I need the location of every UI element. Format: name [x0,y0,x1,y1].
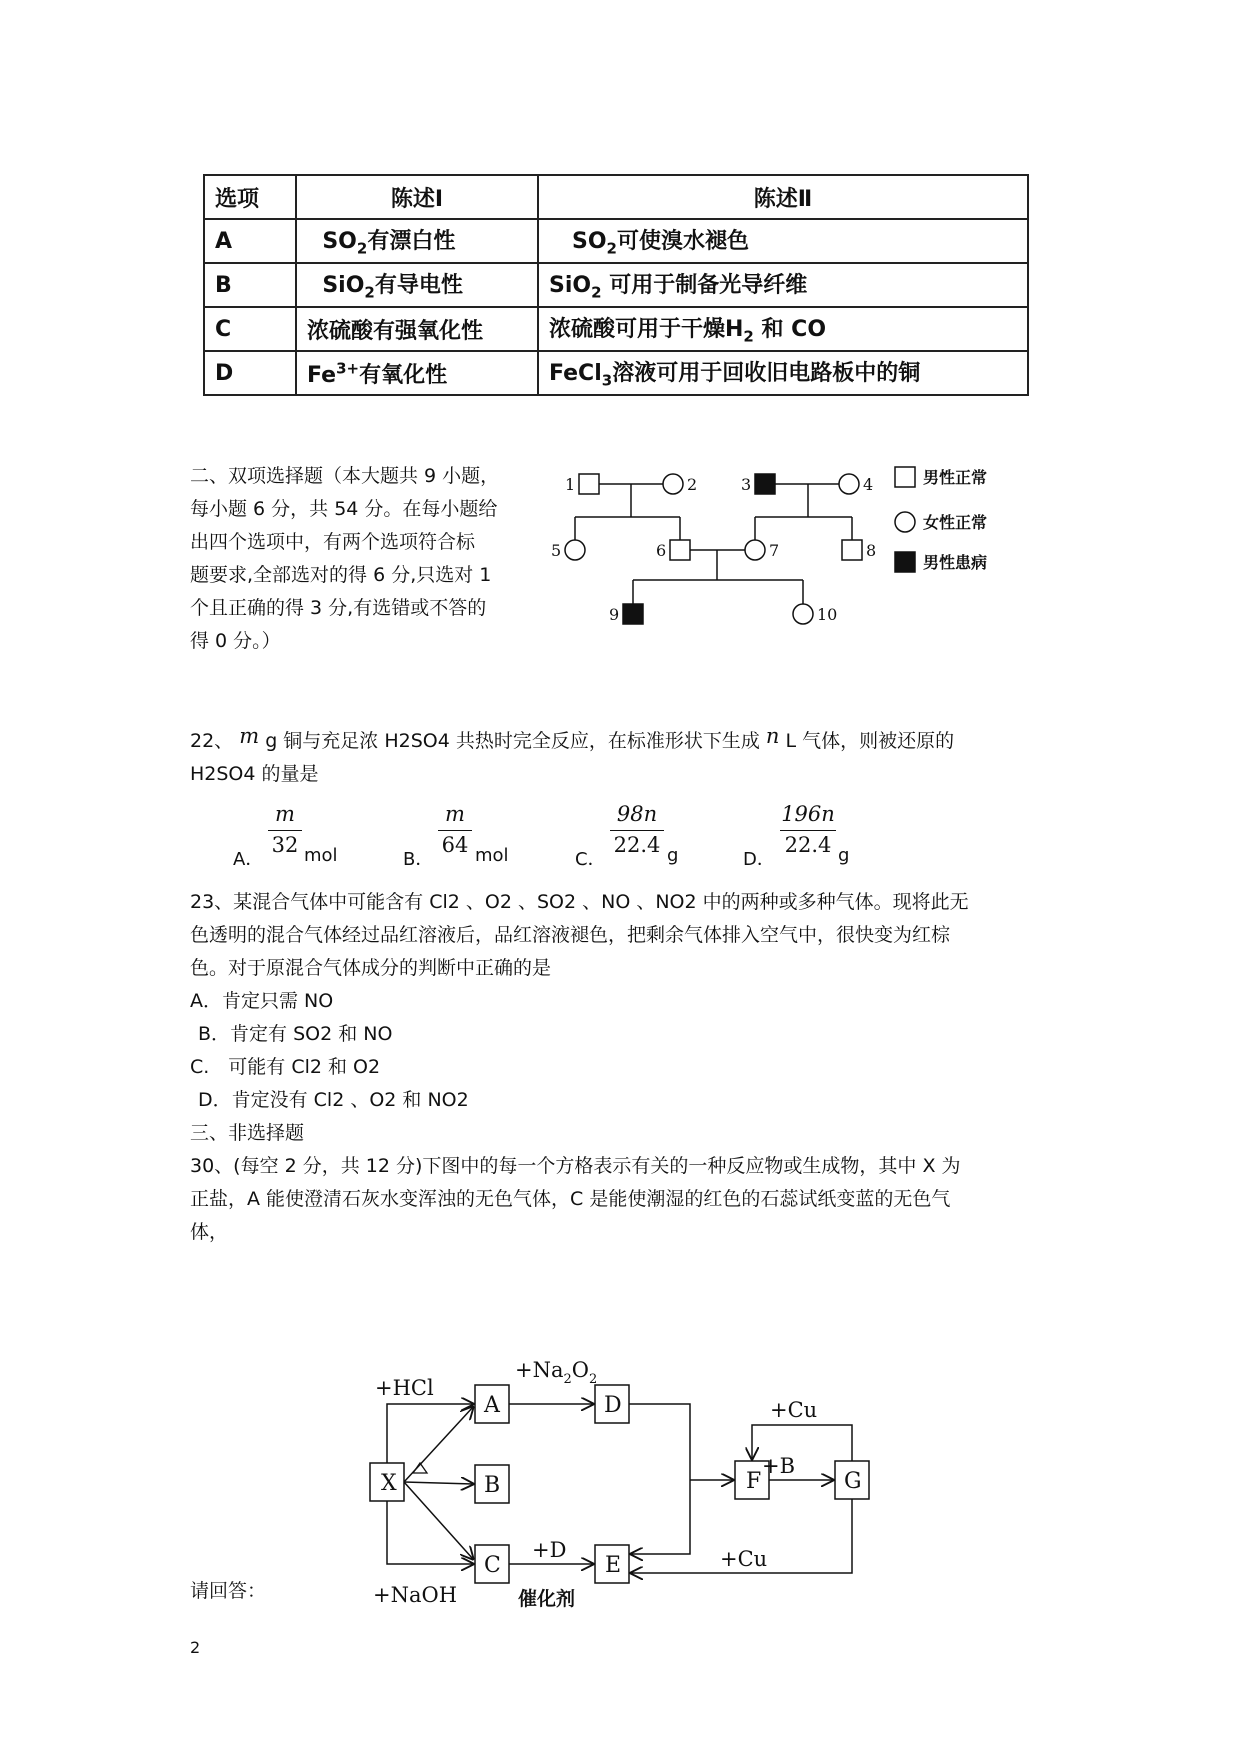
statement-2-cell [538,351,1028,395]
individual-number: 7 [769,541,780,560]
box-label: D [604,1393,622,1418]
header-option: 选项 [204,175,296,219]
box-label: E [605,1553,622,1578]
numerator: m [445,802,465,826]
option-cell: A [204,219,296,263]
reagent-label: +D [532,1538,567,1562]
s1-post: 有漂白性 [367,229,456,255]
unit: g [838,845,850,866]
male-normal-symbol [579,474,599,494]
reagent-label: +HCl [375,1376,434,1400]
s1-text: SiO [322,273,365,299]
text-line: 色透明的混合气体经过品红溶液后，品红溶液褪色，把剩余气体排入空气中，很快变为红棕 [190,924,951,946]
denominator: 64 [441,833,469,857]
unit: mol [475,845,509,866]
fraction [438,802,472,857]
section-3-heading: 三、非选择题 [190,1122,305,1144]
s1-sub: 2 [356,239,368,258]
options-table [203,174,1029,396]
reaction-flow-diagram [360,1345,890,1620]
female-normal-symbol [839,474,859,494]
table-row [204,351,1028,395]
option-cell: C [204,307,296,351]
question-text-line2: H2SO4 的量是 [190,763,319,785]
question-22 [190,720,1070,791]
statement-2-cell [538,307,1028,351]
legend-male-normal-icon [895,467,915,487]
reagent-sub: 2 [589,1372,598,1387]
catalyst-label: 催化剂 [518,1588,576,1610]
reagent-label [515,1358,597,1387]
reagent-label: +B [762,1454,796,1478]
denominator: 22.4 [613,833,661,857]
denominator: 32 [271,833,299,857]
option-cell: B [204,263,296,307]
box-label: F [746,1469,762,1494]
question-23 [190,886,1070,1249]
s2-text: FeCl [549,361,602,387]
statement-1-cell [296,307,538,351]
option-b: B．肯定有 SO2 和 NO [198,1023,393,1045]
legend-label: 男性正常 [923,468,988,487]
pedigree-chart [551,462,1025,647]
text-line: 正盐，A 能使澄清石灰水变浑浊的无色气体，C 是能使潮湿的红色的石蕊试纸变蓝的无色气 [190,1188,951,1210]
option-c: C. 可能有 Cl2 和 O2 [190,1056,381,1078]
variable-n: n [765,724,780,748]
table-row [204,307,1028,351]
option-label: D． [743,849,775,870]
variable-m: m [239,724,260,748]
male-normal-symbol [670,540,690,560]
s2-sub: 2 [743,327,754,346]
female-normal-symbol [793,604,813,624]
denominator: 22.4 [784,833,832,857]
s1-post: 有导电性 [374,273,463,299]
unit: mol [304,845,338,866]
individual-number: 5 [551,541,562,560]
answer-prompt: 请回答： [190,1580,267,1602]
text-line: 得 0 分。） [190,630,281,652]
text-line: 30、(每空 2 分，共 12 分)下图中的每一个方格表示有关的一种反应物或生成物，其中 X 为 [190,1155,961,1177]
legend-male-affected-icon [895,552,915,572]
female-normal-symbol [565,540,585,560]
female-normal-symbol [663,474,683,494]
reagent-part: O [571,1358,589,1382]
option-label: B． [403,849,434,870]
male-affected-symbol [623,604,643,624]
individual-number: 2 [687,475,698,494]
individual-number: 8 [866,541,877,560]
text-line: 体， [190,1221,229,1243]
s2-sub: 2 [606,239,617,258]
box-label: C [484,1553,501,1578]
legend-label: 男性患病 [923,553,988,572]
individual-number: 4 [863,475,874,494]
section2-instructions [190,460,550,658]
text-line: 题要求,全部选对的得 6 分,只选对 1 [190,564,492,586]
fraction [268,802,302,857]
statement-2-cell [538,263,1028,307]
question-text: L 气体，则被还原的 [779,730,955,752]
legend-female-normal-icon [895,512,915,532]
text-line: 色。对于原混合气体成分的判断中正确的是 [190,957,552,979]
s2-text: SiO [549,273,592,299]
s2-text: SO [571,229,607,255]
text-line: 个且正确的得 3 分,有选错或不答的 [190,597,487,619]
s2-post: 和 CO [753,317,827,343]
reagent-label: +NaOH [373,1583,458,1607]
s2-sub: 2 [591,283,602,302]
individual-number: 1 [565,475,576,494]
option-cell: D [204,351,296,395]
option-a: A．肯定只需 NO [190,990,334,1012]
statement-1-cell [296,351,538,395]
question-number: 22、 [190,730,234,752]
legend-label: 女性正常 [923,513,988,532]
s2-text: 浓硫酸可用于干燥H [549,317,744,343]
statement-1-cell [296,219,538,263]
fraction [610,802,664,857]
reagent-sub: 2 [563,1372,572,1387]
s2-sub: 3 [601,371,613,390]
table-row [204,263,1028,307]
individual-number: 3 [741,475,752,494]
s2-post: 溶液可用于回收旧电路板中的铜 [612,361,921,387]
fraction [780,802,836,857]
page-number: 2 [190,1638,201,1657]
s2-post: 可用于制备光导纤维 [601,273,808,299]
numerator: m [275,802,295,826]
numerator: 98n [616,802,658,826]
female-normal-symbol [745,540,765,560]
option-d: D．肯定没有 Cl2 、O2 和 NO2 [198,1089,469,1111]
s1-sup: 3+ [336,359,360,378]
individual-number: 9 [609,605,620,624]
male-affected-symbol [755,474,775,494]
text-line: 出四个选项中，有两个选项符合标 [190,531,476,553]
question-text: g 铜与充足浓 H2SO4 共热时完全反应，在标准形状下生成 [259,730,760,752]
box-label: B [484,1473,501,1498]
individual-number: 6 [656,541,667,560]
table-header-row [204,175,1028,219]
option-label: A． [233,849,264,870]
reagent-label: +Cu [770,1398,818,1422]
box-label: G [844,1469,862,1494]
unit: g [667,845,679,866]
text-line: 二、双项选择题（本大题共 9 小题， [190,465,500,487]
reagent-label: +Cu [720,1547,768,1571]
s1-text: Fe [307,362,337,388]
statement-1-cell [296,263,538,307]
header-statement-1: 陈述Ⅰ [296,175,538,219]
text-line: 每小题 6 分，共 54 分。在每小题给 [190,498,498,520]
table-row [204,219,1028,263]
s1-post: 有氧化性 [359,362,448,388]
s1-sub: 2 [364,283,375,302]
statement-2-cell [538,219,1028,263]
numerator: 196n [781,802,835,826]
s2-post: 可使溴水褪色 [616,229,749,255]
header-statement-2: 陈述Ⅱ [538,175,1028,219]
text-line: 23、某混合气体中可能含有 Cl2 、O2 、SO2 、NO 、NO2 中的两种或多种气体。现将此无 [190,891,969,913]
box-label: X [381,1471,397,1496]
s1-text: SO [322,229,357,255]
s1-text: 浓硫酸有强氧化性 [307,318,484,344]
individual-number: 10 [817,605,838,624]
option-label: C． [575,849,606,870]
reagent-part: +Na [515,1358,564,1382]
box-label: A [484,1393,500,1418]
male-normal-symbol [842,540,862,560]
